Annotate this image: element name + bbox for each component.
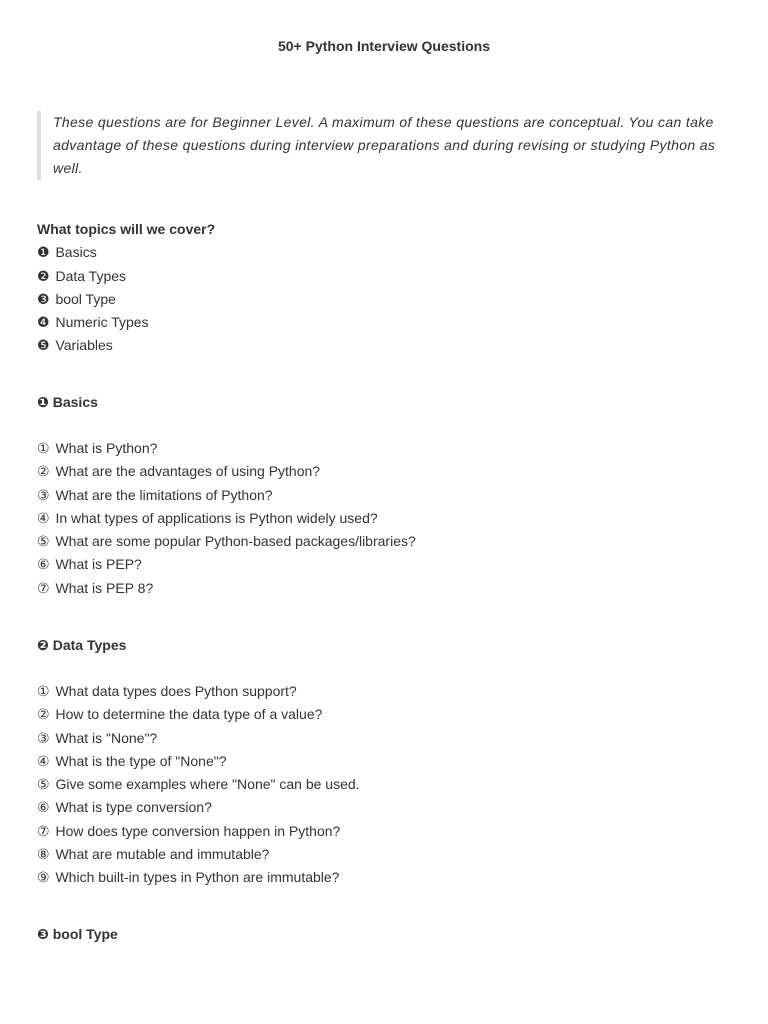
question-number: ④	[37, 752, 50, 769]
question-text: What data types does Python support?	[55, 683, 297, 699]
page-title: 50+ Python Interview Questions	[277, 38, 490, 54]
question-item	[37, 680, 737, 703]
question-number: ⑦	[37, 822, 50, 839]
toc-block	[37, 218, 737, 358]
question-text: How to determine the data type of a value?	[55, 706, 323, 723]
question-item	[37, 437, 737, 460]
toc-item	[37, 311, 737, 334]
question-number: ①	[37, 683, 50, 699]
question-item	[37, 773, 737, 796]
question-text: What is the type of "None"?	[55, 752, 227, 769]
question-item	[37, 866, 737, 889]
question-item	[37, 727, 737, 750]
section-basics-heading-block	[37, 391, 737, 414]
section-data-types-questions	[37, 680, 737, 890]
question-item	[37, 530, 737, 553]
question-item	[37, 703, 737, 726]
question-item	[37, 820, 737, 843]
question-number: ④	[37, 509, 50, 526]
section-bool-type-heading-block	[37, 923, 737, 946]
toc-item-label: Numeric Types	[55, 314, 149, 331]
question-item	[37, 553, 737, 576]
toc-item-label: Data Types	[55, 267, 127, 284]
question-number: ⑧	[37, 846, 50, 863]
question-text: What is PEP 8?	[55, 579, 154, 596]
section-heading: ❶ Basics	[37, 394, 98, 410]
question-number: ⑤	[37, 776, 50, 793]
question-number: ①	[37, 440, 50, 456]
section-basics-questions	[37, 437, 737, 600]
question-number: ③	[37, 729, 50, 746]
question-text: What is PEP?	[55, 556, 142, 573]
toc-item-number: ❹	[37, 314, 50, 331]
question-item	[37, 577, 737, 600]
question-number: ⑥	[37, 799, 50, 816]
question-text: What is Python?	[55, 440, 158, 456]
question-item	[37, 507, 737, 530]
section-heading: ❸ bool Type	[37, 926, 118, 942]
toc-item	[37, 241, 737, 264]
question-item	[37, 843, 737, 866]
toc-item	[37, 265, 737, 288]
toc-item-number: ❺	[37, 337, 50, 354]
intro-blockquote: These questions are for Beginner Level. A maximum of these questions are conceptual. You can take advantage of these questions during interview preparations and during revising or studying Python as well.	[37, 111, 731, 180]
question-text: What are the advantages of using Python?	[55, 463, 321, 480]
section-heading: ❷ Data Types	[37, 637, 127, 653]
question-text: What are mutable and immutable?	[55, 846, 270, 863]
question-text: What are some popular Python-based packages/libraries?	[55, 533, 416, 550]
question-number: ③	[37, 486, 50, 503]
question-number: ②	[37, 706, 50, 723]
question-text: How does type conversion happen in Python?	[55, 822, 341, 839]
question-number: ⑦	[37, 579, 50, 596]
question-number: ⑨	[37, 869, 50, 886]
question-item	[37, 750, 737, 773]
section-data-types-heading-block	[37, 634, 737, 657]
question-number: ⑥	[37, 556, 50, 573]
question-text: What is type conversion?	[55, 799, 212, 816]
question-number: ⑤	[37, 533, 50, 550]
toc-item	[37, 288, 737, 311]
question-text: In what types of applications is Python widely used?	[55, 509, 378, 526]
toc-item-number: ❸	[37, 290, 50, 307]
question-item	[37, 484, 737, 507]
toc-item-label: Variables	[55, 337, 113, 354]
question-number: ②	[37, 463, 50, 480]
question-item	[37, 460, 737, 483]
toc-heading: What topics will we cover?	[37, 221, 216, 237]
toc-item-number: ❶	[37, 244, 50, 261]
toc-item-number: ❷	[37, 267, 50, 284]
question-text: What are the limitations of Python?	[55, 486, 273, 503]
question-text: Which built-in types in Python are immutable?	[55, 869, 340, 886]
toc-item	[37, 334, 737, 357]
toc-item-label: bool Type	[55, 290, 116, 307]
question-text: What is "None"?	[55, 729, 158, 746]
question-item	[37, 796, 737, 819]
question-text: Give some examples where "None" can be used.	[55, 776, 360, 793]
toc-item-label: Basics	[55, 244, 97, 261]
